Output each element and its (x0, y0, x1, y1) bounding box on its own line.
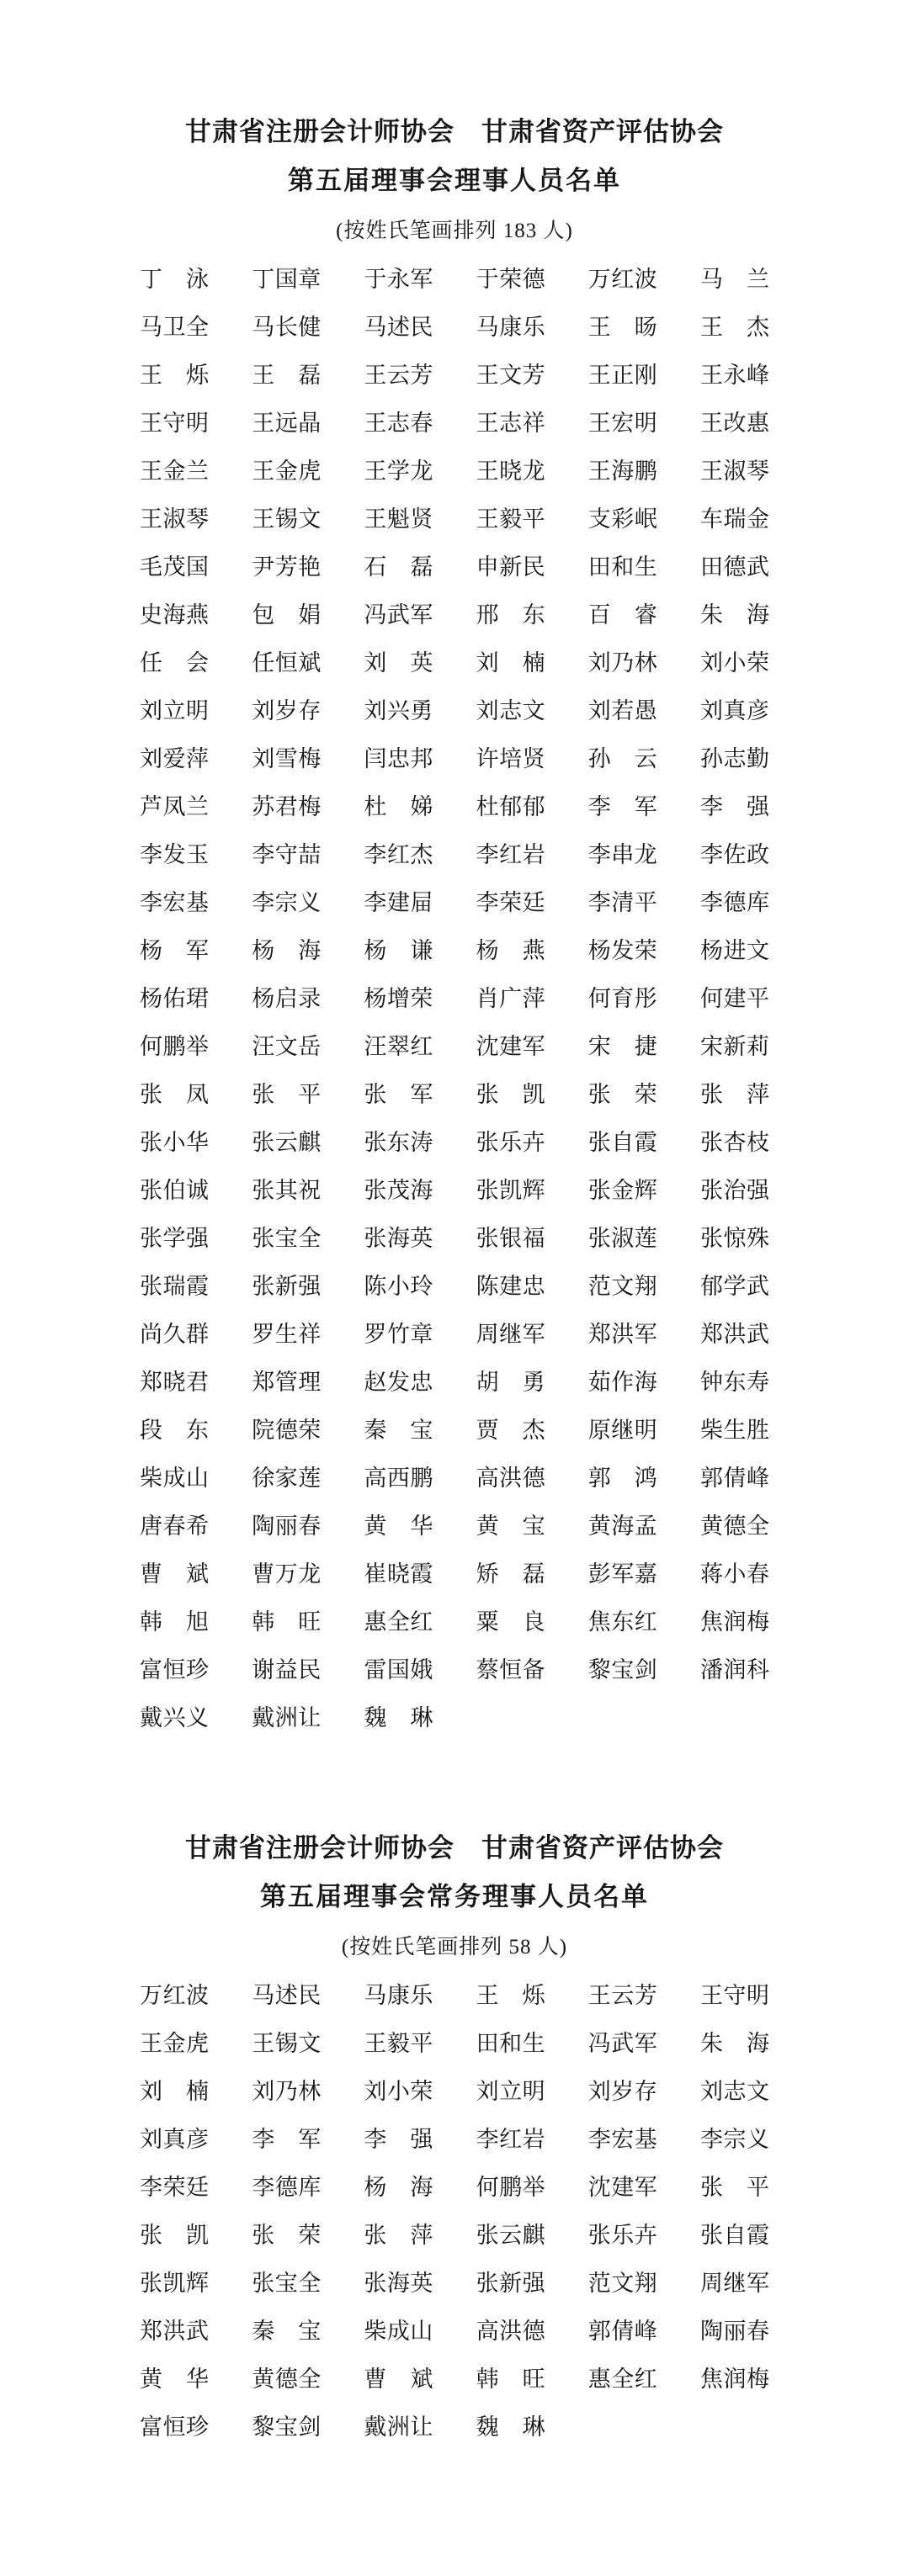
member-name: 王 淑 琴 (140, 506, 209, 532)
member-name: 张 东 涛 (364, 1130, 433, 1155)
member-name: 支 彩 岷 (587, 506, 657, 532)
member-name: 彭 军 嘉 (587, 1561, 657, 1587)
member-name: 蔡 恒 备 (476, 1657, 545, 1683)
member-name: 张 荣 (252, 2223, 322, 2248)
member-name: 张 自 霞 (699, 2223, 769, 2248)
member-name: 刘 立 明 (476, 2079, 545, 2104)
member-name: 李 建 屇 (364, 890, 433, 915)
member-name: 李 军 (252, 2127, 322, 2152)
member-name: 曹 斌 (364, 2367, 433, 2392)
member-name: 张 凯 辉 (476, 1178, 545, 1203)
member-name: 戴 洲 让 (364, 2414, 433, 2440)
member-name: 黄 德 全 (252, 2367, 322, 2392)
member-name: 黎 宝 剑 (587, 1657, 657, 1683)
member-name: 张 平 (252, 1082, 322, 1107)
member-name: 刘 乃 林 (252, 2079, 322, 2104)
member-name: 冯 武 军 (364, 602, 433, 628)
member-name: 田 和 生 (476, 2031, 545, 2056)
member-name: 马 述 民 (364, 315, 433, 340)
section-subtitle: 第五届理事会理事人员名单 (288, 166, 621, 195)
member-name: 刘 小 荣 (699, 650, 769, 676)
member-name: 李 荣 廷 (476, 890, 545, 915)
member-name: 张 宝 全 (252, 2271, 322, 2296)
member-name: 万 红 波 (587, 267, 657, 292)
member-name: 王 云 芳 (587, 1983, 657, 2008)
member-name: 王 守 明 (699, 1983, 769, 2008)
member-name: 刘 真 彦 (140, 2127, 209, 2152)
member-name: 黎 宝 剑 (252, 2414, 322, 2440)
section-note: (按姓氏笔画排列 58 人) (341, 1936, 568, 1959)
member-name: 张 凯 (476, 1082, 545, 1107)
member-name: 富 恒 珍 (140, 2414, 209, 2440)
member-name: 徐 家 莲 (252, 1466, 322, 1491)
member-name: 惠 全 红 (364, 1609, 433, 1635)
member-name: 李 红 岩 (476, 2127, 545, 2152)
member-name: 百 睿 (587, 602, 657, 628)
member-name: 张 萍 (364, 2223, 433, 2248)
member-name: 郑 洪 武 (699, 1322, 769, 1347)
member-name: 何 育 彤 (587, 986, 657, 1011)
member-name: 郁 学 武 (699, 1274, 769, 1299)
member-name: 蒋 小 春 (699, 1561, 769, 1587)
member-name: 王 正 刚 (587, 363, 657, 388)
member-name: 郭 倩 峰 (699, 1466, 769, 1491)
member-name: 丁 泳 (140, 267, 209, 292)
member-name: 史 海 燕 (140, 602, 209, 628)
member-name: 刘 岁 存 (252, 698, 322, 724)
member-name: 杜 娣 (364, 794, 433, 819)
member-name: 张 凤 (140, 1082, 209, 1107)
member-name: 杨 海 (252, 938, 322, 963)
member-name: 张 云 麒 (476, 2223, 545, 2248)
member-name: 刘 岁 存 (587, 2079, 657, 2104)
member-name: 焦 东 红 (587, 1609, 657, 1635)
member-name: 李 德 库 (252, 2175, 322, 2200)
member-name: 张 瑞 霞 (140, 1274, 209, 1299)
member-name: 李 佐 政 (699, 842, 769, 867)
member-name: 王 文 芳 (476, 363, 545, 388)
member-name: 沈 建 军 (587, 2175, 657, 2200)
member-name: 郑 管 理 (252, 1370, 322, 1395)
member-name: 张 凯 (140, 2223, 209, 2248)
member-name: 王 远 晶 (252, 411, 322, 436)
member-name: 李 军 (587, 794, 657, 819)
member-name: 王 锡 文 (252, 506, 322, 532)
member-name: 于 永 军 (364, 267, 433, 292)
member-name: 惠 全 红 (587, 2367, 657, 2392)
section-subtitle: 第五届理事会常务理事人员名单 (260, 1882, 649, 1911)
member-name: 刘 立 明 (140, 698, 209, 724)
member-name: 罗 生 祥 (252, 1322, 322, 1347)
member-name: 王 志 春 (364, 411, 433, 436)
member-name: 刘 雪 梅 (252, 746, 322, 771)
member-name: 张 茂 海 (364, 1178, 433, 1203)
member-name: 朱 海 (699, 602, 769, 628)
member-name: 刘 真 彦 (699, 698, 769, 724)
member-name: 马 长 健 (252, 315, 322, 340)
member-name: 郭 鸿 (587, 1466, 657, 1491)
section-title: 甘肃省注册会计师协会 甘肃省资产评估协会 (185, 1833, 724, 1863)
member-name: 张 伯 诚 (140, 1178, 209, 1203)
member-name: 汪 翠 红 (364, 1034, 433, 1059)
member-name: 王 学 龙 (364, 458, 433, 484)
member-name: 丁 国 章 (252, 267, 322, 292)
member-name: 张 金 辉 (587, 1178, 657, 1203)
member-name: 韩 旭 (140, 1609, 209, 1635)
member-name: 李 串 龙 (587, 842, 657, 867)
member-name: 马 康 乐 (364, 1983, 433, 2008)
member-name: 王 守 明 (140, 411, 209, 436)
member-name: 李 清 平 (587, 890, 657, 915)
member-name: 张 云 麒 (252, 1130, 322, 1155)
member-name: 院 德 荣 (252, 1418, 322, 1443)
member-name: 富 恒 珍 (140, 1657, 209, 1683)
member-name: 高 洪 德 (476, 2319, 545, 2344)
member-name: 柴 成 山 (140, 1466, 209, 1491)
member-name: 张 新 强 (252, 1274, 322, 1299)
member-name: 周 继 军 (699, 2271, 769, 2296)
member-name: 原 继 明 (587, 1418, 657, 1443)
member-name: 杨 海 (364, 2175, 433, 2200)
member-name: 戴 洲 让 (252, 1705, 322, 1731)
member-name: 魏 琳 (476, 2414, 545, 2440)
member-name: 杨 谦 (364, 938, 433, 963)
member-name: 李 宗 义 (252, 890, 322, 915)
member-name: 杜 郁 郁 (476, 794, 545, 819)
member-name: 焦 润 梅 (699, 1609, 769, 1635)
member-name: 车 瑞 金 (699, 506, 769, 532)
member-name: 申 新 民 (476, 554, 545, 580)
member-name: 张 军 (364, 1082, 433, 1107)
member-name: 刘 志 文 (476, 698, 545, 724)
member-name: 石 磊 (364, 554, 433, 580)
member-name: 王 杰 (699, 315, 769, 340)
member-name: 王 金 虎 (140, 2031, 209, 2056)
member-name: 杨 军 (140, 938, 209, 963)
member-name: 张 治 强 (699, 1178, 769, 1203)
member-name: 张 银 福 (476, 1226, 545, 1251)
member-name: 李 宏 基 (587, 2127, 657, 2152)
member-name: 刘 楠 (476, 650, 545, 676)
member-name: 李 红 岩 (476, 842, 545, 867)
member-name: 任 恒 斌 (252, 650, 322, 676)
member-name: 张 学 强 (140, 1226, 209, 1251)
member-name: 陈 小 玲 (364, 1274, 433, 1299)
member-name: 宋 捷 (587, 1034, 657, 1059)
member-name: 焦 润 梅 (699, 2367, 769, 2392)
member-name: 张 惊 殊 (699, 1226, 769, 1251)
member-name: 田 和 生 (587, 554, 657, 580)
member-name: 范 文 翔 (587, 2271, 657, 2296)
member-name: 刘 小 荣 (364, 2079, 433, 2104)
member-name: 毛 茂 国 (140, 554, 209, 580)
member-name: 张 宝 全 (252, 1226, 322, 1251)
member-name: 杨 发 荣 (587, 938, 657, 963)
member-name: 郑 洪 武 (140, 2319, 209, 2344)
member-name: 刘 楠 (140, 2079, 209, 2104)
section-note: (按姓氏笔画排列 183 人) (336, 220, 573, 242)
member-name: 王 毅 平 (364, 2031, 433, 2056)
member-name: 罗 竹 章 (364, 1322, 433, 1347)
member-name: 杨 进 文 (699, 938, 769, 963)
member-name: 李 宗 义 (699, 2127, 769, 2152)
member-name: 包 娟 (252, 602, 322, 628)
member-name: 王 金 虎 (252, 458, 322, 484)
member-name: 郑 晓 君 (140, 1370, 209, 1395)
member-name: 李 发 玉 (140, 842, 209, 867)
member-name: 苏 君 梅 (252, 794, 322, 819)
directors-roster-section (0, 114, 909, 1730)
member-name: 张 其 祝 (252, 1178, 322, 1203)
member-name: 王 金 兰 (140, 458, 209, 484)
member-name: 张 乐 卉 (476, 1130, 545, 1155)
member-name: 郑 洪 军 (587, 1322, 657, 1347)
member-name: 王 毅 平 (476, 506, 545, 532)
member-name: 李 强 (364, 2127, 433, 2152)
member-name: 郭 倩 峰 (587, 2319, 657, 2344)
member-name: 茹 作 海 (587, 1370, 657, 1395)
member-name: 何 鹏 举 (140, 1034, 209, 1059)
member-name: 汪 文 岳 (252, 1034, 322, 1059)
member-name: 王 海 鹏 (587, 458, 657, 484)
member-name: 刘 兴 勇 (364, 698, 433, 724)
member-name: 张 凯 辉 (140, 2271, 209, 2296)
member-name: 万 红 波 (140, 1983, 209, 2008)
executive-directors-roster-section (0, 1831, 909, 2439)
member-name: 黄 海 孟 (587, 1513, 657, 1539)
section-title: 甘肃省注册会计师协会 甘肃省资产评估协会 (185, 117, 724, 146)
member-name: 许 培 贤 (476, 746, 545, 771)
executive-names-grid (140, 1984, 769, 2439)
member-name: 陈 建 忠 (476, 1274, 545, 1299)
member-name: 闫 忠 邦 (364, 746, 433, 771)
member-name: 尚 久 群 (140, 1322, 209, 1347)
member-name: 马 卫 全 (140, 315, 209, 340)
member-name: 黄 华 (140, 2367, 209, 2392)
member-name: 高 洪 德 (476, 1466, 545, 1491)
member-name: 王 锡 文 (252, 2031, 322, 2056)
member-name: 邢 东 (476, 602, 545, 628)
member-name: 李 守 喆 (252, 842, 322, 867)
member-name: 赵 发 忠 (364, 1370, 433, 1395)
member-name: 柴 成 山 (364, 2319, 433, 2344)
member-name: 黄 华 (364, 1513, 433, 1539)
member-name: 秦 宝 (252, 2319, 322, 2344)
member-name: 杨 佑 珺 (140, 986, 209, 1011)
member-name: 王 磊 (252, 363, 322, 388)
member-name: 王 魁 贤 (364, 506, 433, 532)
member-name: 宋 新 莉 (699, 1034, 769, 1059)
member-name: 范 文 翔 (587, 1274, 657, 1299)
member-name: 段 东 (140, 1418, 209, 1443)
member-name: 王 淑 琴 (699, 458, 769, 484)
member-name: 王 晓 龙 (476, 458, 545, 484)
member-name: 朱 海 (699, 2031, 769, 2056)
member-name: 孙 云 (587, 746, 657, 771)
member-name: 王 云 芳 (364, 363, 433, 388)
member-name: 李 宏 基 (140, 890, 209, 915)
member-name: 陶 丽 春 (699, 2319, 769, 2344)
member-name: 何 建 平 (699, 986, 769, 1011)
member-name: 雷 国 娥 (364, 1657, 433, 1683)
member-name: 张 荣 (587, 1082, 657, 1107)
member-name: 于 荣 德 (476, 267, 545, 292)
member-name: 矫 磊 (476, 1561, 545, 1587)
member-name: 周 继 军 (476, 1322, 545, 1347)
member-name: 芦 凤 兰 (140, 794, 209, 819)
member-name: 肖 广 萍 (476, 986, 545, 1011)
member-name: 韩 旺 (476, 2367, 545, 2392)
member-name: 张 新 强 (476, 2271, 545, 2296)
member-name: 田 德 武 (699, 554, 769, 580)
directors-names-grid (140, 268, 769, 1730)
member-name: 冯 武 军 (587, 2031, 657, 2056)
member-name: 潘 润 科 (699, 1657, 769, 1683)
member-name: 张 杏 枝 (699, 1130, 769, 1155)
member-name: 马 康 乐 (476, 315, 545, 340)
member-name: 魏 琳 (364, 1705, 433, 1731)
member-name: 李 强 (699, 794, 769, 819)
member-name: 张 海 英 (364, 2271, 433, 2296)
member-name: 张 海 英 (364, 1226, 433, 1251)
member-name: 孙 志 勤 (699, 746, 769, 771)
member-name: 唐 春 希 (140, 1513, 209, 1539)
member-name: 秦 宝 (364, 1418, 433, 1443)
member-name: 王 烁 (476, 1983, 545, 2008)
member-name: 曹 斌 (140, 1561, 209, 1587)
member-name: 杨 增 荣 (364, 986, 433, 1011)
member-name: 曹 万 龙 (252, 1561, 322, 1587)
member-name: 刘 若 愚 (587, 698, 657, 724)
member-name: 张 萍 (699, 1082, 769, 1107)
member-name: 张 平 (699, 2175, 769, 2200)
member-name: 谢 益 民 (252, 1657, 322, 1683)
member-name: 张 淑 莲 (587, 1226, 657, 1251)
member-name: 尹 芳 艳 (252, 554, 322, 580)
member-name: 刘 乃 林 (587, 650, 657, 676)
member-name: 杨 燕 (476, 938, 545, 963)
member-name: 任 会 (140, 650, 209, 676)
member-name: 刘 志 文 (699, 2079, 769, 2104)
member-name: 李 德 库 (699, 890, 769, 915)
member-name: 戴 兴 义 (140, 1705, 209, 1731)
member-name: 王 改 惠 (699, 411, 769, 436)
member-name: 马 兰 (699, 267, 769, 292)
member-name: 黄 宝 (476, 1513, 545, 1539)
member-name: 王 烁 (140, 363, 209, 388)
member-name: 杨 启 录 (252, 986, 322, 1011)
member-name: 高 西 鹏 (364, 1466, 433, 1491)
member-name: 王 宏 明 (587, 411, 657, 436)
member-name: 何 鹏 举 (476, 2175, 545, 2200)
member-name: 黄 德 全 (699, 1513, 769, 1539)
member-name: 贾 杰 (476, 1418, 545, 1443)
member-name: 张 自 霞 (587, 1130, 657, 1155)
member-name: 陶 丽 春 (252, 1513, 322, 1539)
member-name: 崔 晓 霞 (364, 1561, 433, 1587)
member-name: 柴 生 胜 (699, 1418, 769, 1443)
member-name: 刘 爱 萍 (140, 746, 209, 771)
member-name: 沈 建 军 (476, 1034, 545, 1059)
member-name: 韩 旺 (252, 1609, 322, 1635)
member-name: 胡 勇 (476, 1370, 545, 1395)
member-name: 粟 良 (476, 1609, 545, 1635)
member-name: 王 永 峰 (699, 363, 769, 388)
member-name: 钟 东 寿 (699, 1370, 769, 1395)
member-name: 马 述 民 (252, 1983, 322, 2008)
member-name: 张 乐 卉 (587, 2223, 657, 2248)
member-name: 王 志 祥 (476, 411, 545, 436)
member-name: 李 荣 廷 (140, 2175, 209, 2200)
member-name: 张 小 华 (140, 1130, 209, 1155)
member-name: 刘 英 (364, 650, 433, 676)
member-name: 王 旸 (587, 315, 657, 340)
member-name: 李 红 杰 (364, 842, 433, 867)
